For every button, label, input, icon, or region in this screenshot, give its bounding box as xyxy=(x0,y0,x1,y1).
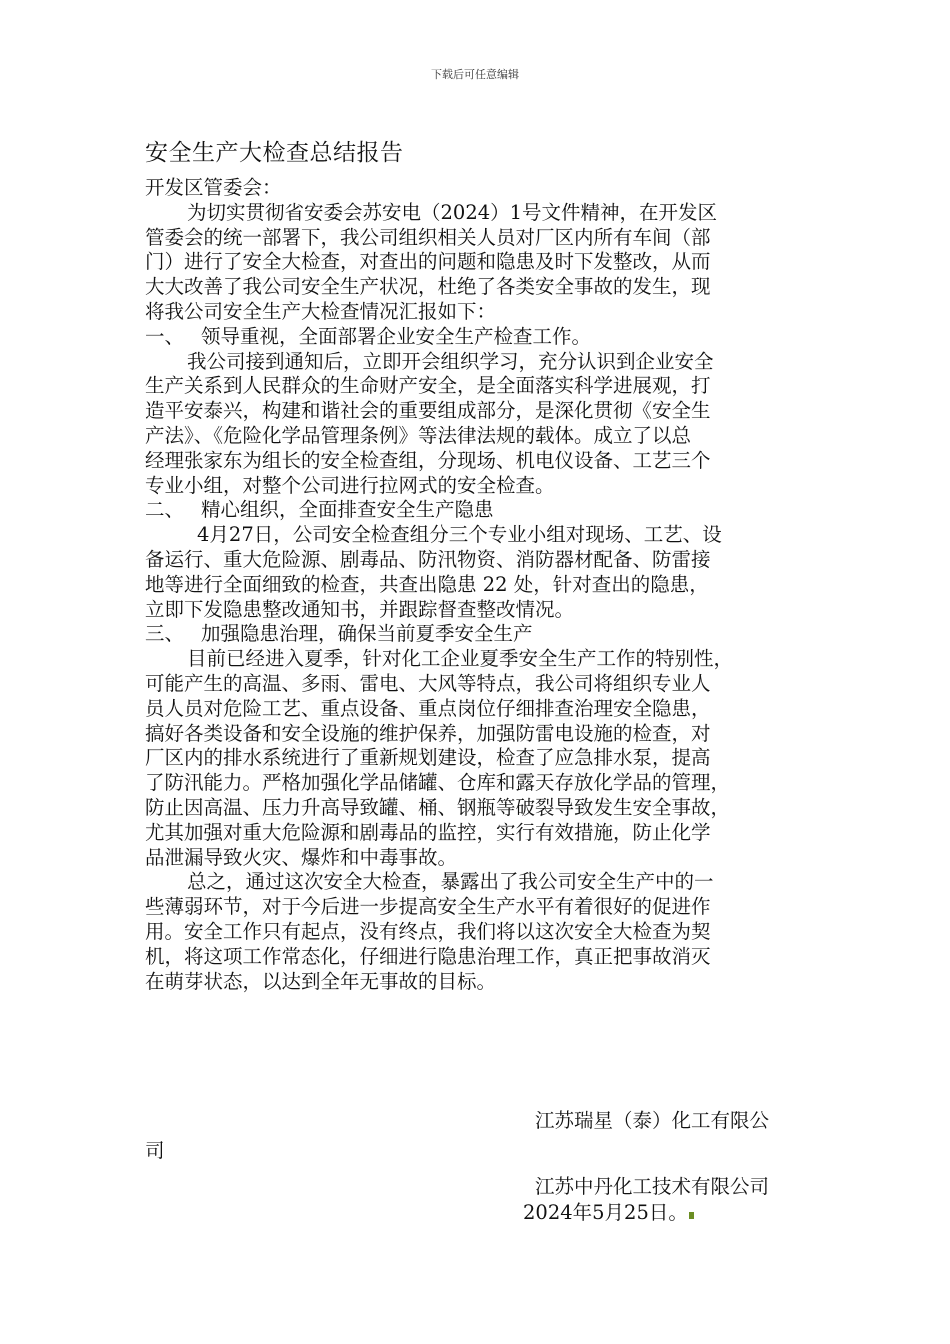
conclusion-paragraph xyxy=(145,870,810,994)
section-1-heading xyxy=(145,325,810,350)
section-3-line: 目前已经进入夏季，针对化工企业夏季安全生产工作的特别性， xyxy=(187,647,734,671)
intro-line: 将我公司安全生产大检查情况汇报如下： xyxy=(145,299,497,323)
document-title: 安全生产大检查总结报告 xyxy=(145,140,404,166)
section-2-heading xyxy=(145,498,810,523)
section-1-line: 产法》、《危险化学品管理条例》等法律法规的载体。成立了以总 xyxy=(145,423,692,447)
section-3-line: 了防汛能力。严格加强化学品储罐、仓库和露天存放化学品的管理， xyxy=(145,771,731,795)
section-1-line: 专业小组，对整个公司进行拉网式的安全检查。 xyxy=(145,473,555,497)
section-3-line: 厂区内的排水系统进行了重新规划建设，检查了应急排水泵，提高 xyxy=(145,746,711,770)
section-2-heading-text: 精心组织，全面排查安全生产隐患 xyxy=(201,498,494,522)
signature-company-1-wrap: 司 xyxy=(145,1139,165,1163)
section-3-heading-text: 加强隐患治理，确保当前夏季安全生产 xyxy=(201,622,533,646)
section-3-line: 员人员对危险工艺、重点设备、重点岗位仔细排查治理安全隐患， xyxy=(145,696,711,720)
signature-company-1: 江苏瑞星（泰）化工有限公 xyxy=(535,1109,770,1133)
section-2-number: 二、 xyxy=(145,498,185,522)
section-1-line: 生产关系到人民群众的生命财产安全，是全面落实科学进展观，打 xyxy=(145,374,711,398)
section-1-line: 我公司接到通知后，立即开会组织学习，充分认识到企业安全 xyxy=(187,349,714,373)
intro-paragraph xyxy=(145,201,810,325)
document-body xyxy=(145,176,810,1228)
section-3-heading xyxy=(145,622,810,647)
conclusion-line: 些薄弱环节，对于今后进一步提高安全生产水平有着很好的促进作 xyxy=(145,895,711,919)
conclusion-line: 机，将这项工作常态化，仔细进行隐患治理工作，真正把事故消灭 xyxy=(145,944,711,968)
signature-spacer xyxy=(145,994,810,1106)
intro-line: 门）进行了安全大检查，对查出的问题和隐患及时下发整改，从而 xyxy=(145,250,711,274)
conclusion-line: 在萌芽状态，以达到全年无事故的目标。 xyxy=(145,969,497,993)
conclusion-line: 用。安全工作只有起点，没有终点，我们将以这次安全大检查为契 xyxy=(145,919,711,943)
section-3-line: 可能产生的高温、多雨、雷电、大风等特点，我公司将组织专业人 xyxy=(145,671,711,695)
section-1-line: 造平安泰兴，构建和谐社会的重要组成部分，是深化贯彻《安全生 xyxy=(145,399,711,423)
text-cursor-marker xyxy=(689,1212,694,1219)
section-3-line: 搞好各类设备和安全设施的维护保养，加强防雷电设施的检查，对 xyxy=(145,721,711,745)
conclusion-line: 总之，通过这次安全大检查，暴露出了我公司安全生产中的一 xyxy=(187,870,714,894)
signature-block xyxy=(145,1106,810,1228)
section-1-paragraph xyxy=(145,350,810,499)
section-3-paragraph xyxy=(145,647,810,870)
salutation: 开发区管委会： xyxy=(145,176,282,199)
section-2-line: 备运行、重大危险源、剧毒品、防汛物资、消防器材配备、防雷接 xyxy=(145,547,711,571)
signature-date-line xyxy=(145,1198,810,1228)
section-1-line: 经理张家东为组长的安全检查组，分现场、机电仪设备、工艺三个 xyxy=(145,448,711,472)
section-2-paragraph xyxy=(145,523,810,622)
intro-line: 大大改善了我公司安全生产状况，杜绝了各类安全事故的发生，现 xyxy=(145,275,711,299)
section-1-number: 一、 xyxy=(145,324,185,348)
section-3-number: 三、 xyxy=(145,622,185,646)
section-3-line: 尤其加强对重大危险源和剧毒品的监控，实行有效措施，防止化学 xyxy=(145,820,711,844)
section-2-line: 4月27日，公司安全检查组分三个专业小组对现场、工艺、设 xyxy=(197,523,722,547)
section-2-line: 地等进行全面细致的检查，共查出隐患 22 处，针对查出的隐患， xyxy=(145,572,709,596)
signature-company-2: 江苏中丹化工技术有限公司 xyxy=(535,1175,770,1199)
signature-date: 2024年5月25日。 xyxy=(523,1201,688,1225)
intro-line: 管委会的统一部署下，我公司组织相关人员对厂区内所有车间（部 xyxy=(145,225,711,249)
header-note: 下载后可任意编辑 xyxy=(431,68,519,81)
section-3-line: 防止因高温、压力升高导致罐、桶、钢瓶等破裂导致发生安全事故， xyxy=(145,795,731,819)
section-3-line: 品泄漏导致火灾、爆炸和中毒事故。 xyxy=(145,845,458,869)
section-2-line: 立即下发隐患整改通知书，并跟踪督查整改情况。 xyxy=(145,597,575,621)
intro-line: 为切实贯彻省安委会苏安电（2024）1号文件精神，在开发区 xyxy=(187,200,718,224)
section-1-heading-text: 领导重视，全面部署企业安全生产检查工作。 xyxy=(201,324,592,348)
